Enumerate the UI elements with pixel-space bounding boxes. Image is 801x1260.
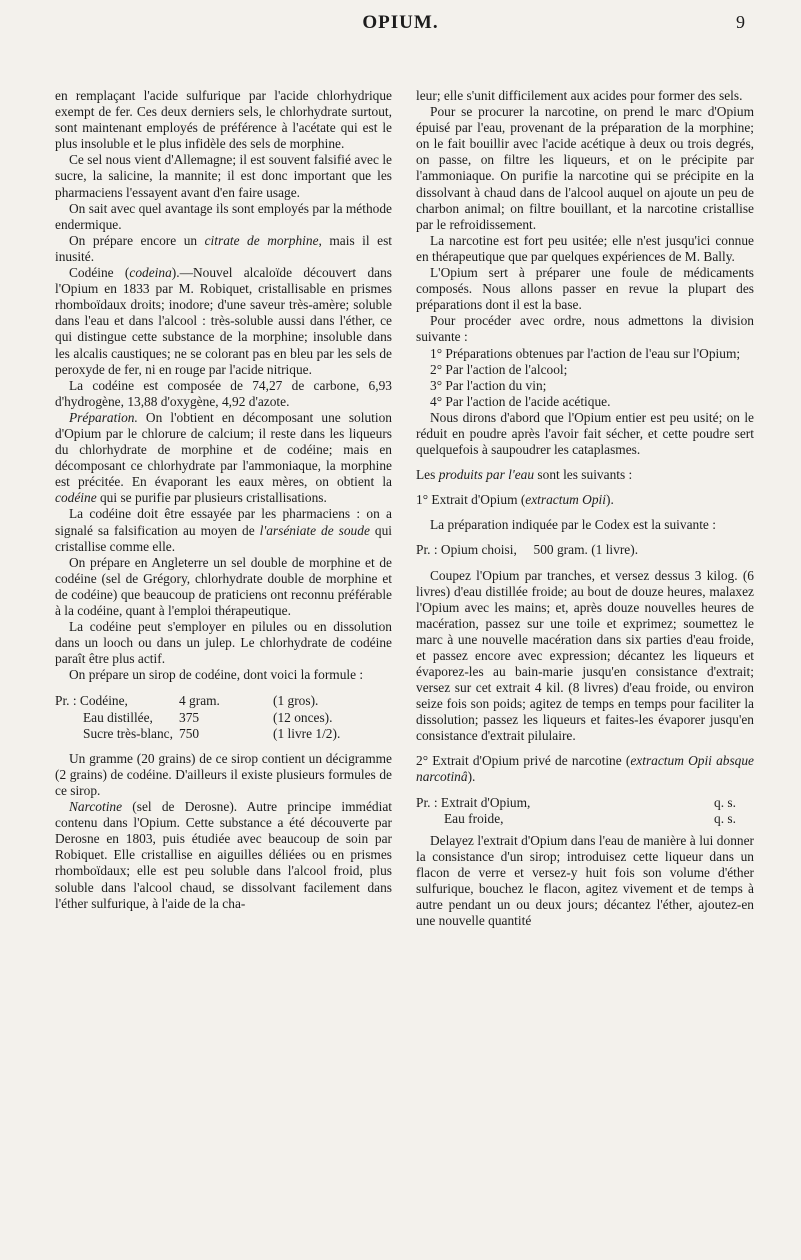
paragraph: Un gramme (20 grains) de ce sirop contient un décigramme (2 grains) de codéine. D'ailleurs il existe plusieurs formules de ce sirop. xyxy=(55,750,392,798)
left-column xyxy=(55,88,392,912)
formula-alt: (12 onces). xyxy=(273,709,333,725)
paragraph: Les produits par l'eau sont les suivants : xyxy=(416,467,633,483)
running-title: OPIUM. xyxy=(362,12,439,33)
formula-qty: 750 xyxy=(179,725,200,741)
formula-name: Pr. : Extrait d'Opium, xyxy=(416,794,531,810)
list-item: 2° Par l'action de l'alcool; xyxy=(430,361,568,377)
paragraph: La narcotine est fort peu usitée; elle n'est jusqu'ici connue en thérapeutique que par quelques expériences de M. Bally. xyxy=(416,232,754,264)
formula-qty: 375 xyxy=(179,709,200,725)
paragraph: On prépare un sirop de codéine, dont voici la formule : xyxy=(69,667,364,683)
paragraph: leur; elle s'unit difficilement aux acides pour former des sels. xyxy=(416,88,743,103)
right-column xyxy=(416,88,754,930)
list-item: 3° Par l'action du vin; xyxy=(430,377,547,393)
paragraph: Pour procéder avec ordre, nous admettons la division suivante : xyxy=(416,313,754,345)
formula-name: Eau froide, xyxy=(444,810,504,826)
paragraph: On prépare encore un citrate de morphine, mais il est inusité. xyxy=(55,232,392,264)
paragraph: On sait avec quel avantage ils sont employés par la méthode endermique. xyxy=(55,200,392,232)
list-item: 1° Préparations obtenues par l'action de l'eau sur l'Opium; xyxy=(430,345,741,361)
paragraph: L'Opium sert à préparer une foule de médicaments composés. Nous allons passer en revue la plupart des préparations dont il est la base. xyxy=(416,265,754,313)
paragraph-preparation: Préparation. On l'obtient en décomposant une solution d'Opium par le chlorure de calcium; il reste dans les liqueurs du chlorhydrate de morphine et de codéine; mais en décomposant ce chlorhydrate par l'ammoniaque, la morphine est précitée. En évaporant les eaux mères, on obtient la codéine qui se purifie par plusieurs cristallisations. xyxy=(55,409,392,506)
paragraph: On prépare en Angleterre un sel double de morphine et de codéine (sel de Grégory, chlorhydrate double de morphine et de codéine) que beaucoup de praticiens ont reconnu préférable à la codéine, quant à l'emploi thérapeutique. xyxy=(55,554,392,618)
paragraph: La codéine doit être essayée par les pharmaciens : on a signalé sa falsification au moyen de l'arséniate de soude qui cristallise comme elle. xyxy=(55,506,392,554)
paragraph-codeine: Codéine (codeina).—Nouvel alcaloïde découvert dans l'Opium en 1833 par M. Robiquet, cristallisable en prismes rhomboïdaux droits; inodore; d'une saveur très-amère; soluble dans l'eau et dans l'alcool : très-soluble aussi dans l'éther, ce qui distingue cette substance de la morphine; insoluble dans les alcalis caustiques; ne se colorant pas en bleu par les sels de peroxyde de fer, ni en rouge par l'acide nitrique. xyxy=(55,265,393,377)
paragraph: Coupez l'Opium par tranches, et versez dessus 3 kilog. (6 livres) d'eau distillée froide; au bout de douze heures, malaxez l'Opium avec les mains; et, après douze nouvelles heures de macération, passez sur une toile et exprimez; soumettez le marc à une nouvelle macération dans six parties d'eau froide, et passez encore avec expression; décantez les liqueurs et évaporez-les au bain-marie jusqu'en consistance d'extrait; versez sur cet extrait 4 kil. (8 livres) d'eau froide, ou environ seize fois son poids; agitez de temps en temps pour faciliter la dissolution; passez les liqueurs et faites-les évaporer jusqu'en consistance d'extrait pilulaire. xyxy=(416,567,754,744)
formula-qty: q. s. xyxy=(714,810,736,826)
paragraph: La préparation indiquée par le Codex est la suivante : xyxy=(430,517,716,533)
formula-qty: q. s. xyxy=(714,794,736,810)
formula-qty: 4 gram. xyxy=(179,693,220,709)
paragraph: La codéine est composée de 74,27 de carbone, 6,93 d'hydrogène, 13,88 d'oxygène, 4,92 d'azote. xyxy=(55,377,392,409)
section-heading-1: 1° Extrait d'Opium (extractum Opii). xyxy=(416,492,614,508)
list-item: 4° Par l'action de l'acide acétique. xyxy=(430,393,611,409)
paragraph: Delayez l'extrait d'Opium dans l'eau de manière à lui donner la consistance d'un sirop; introduisez cette liqueur dans un flacon de verre et versez-y huit fois son volume d'éther sulfurique, bouchez le flacon, agitez vivement et de temps à autre pendant un ou deux jours; décantez l'éther, ajoutez-en une nouvelle quantité xyxy=(416,832,754,929)
paragraph-narcotine: Narcotine (sel de Derosne). Autre principe immédiat contenu dans l'Opium. Cette substance a été découverte par Derosne en 1803, puis étudiée avec beaucoup de soin par Robiquet. Elle cristallise en aiguilles déliées ou en prismes rhomboïdaux; elle est peu soluble dans l'alcool froid, plus soluble dans l'alcool chaud, se dissolvant facilement dans l'éther sulfurique, à l'aide de la cha- xyxy=(55,799,392,911)
formula-name: Eau distillée, xyxy=(83,709,153,725)
formula-opium: Pr. : Opium choisi, 500 gram. (1 livre). xyxy=(416,542,639,558)
formula-extract xyxy=(416,795,754,827)
formula-syrup xyxy=(55,693,392,741)
formula-alt: (1 livre 1/2). xyxy=(273,725,341,741)
formula-name: Pr. : Codéine, xyxy=(55,693,128,709)
formula-name: Sucre très-blanc, xyxy=(83,725,173,741)
formula-alt: (1 gros). xyxy=(273,693,319,709)
paragraph: Nous dirons d'abord que l'Opium entier est peu usité; on le réduit en poudre après l'avoir fait sécher, et cette poudre sert quelquefois à saupoudrer les cataplasmes. xyxy=(416,409,754,458)
paragraph: La codéine peut s'employer en pilules ou en dissolution dans un looch ou dans un julep. Le chlorhydrate de codéine paraît être plus actif. xyxy=(55,619,392,667)
paragraph: Pour se procurer la narcotine, on prend le marc d'Opium épuisé par l'eau, provenant de la préparation de la morphine; on le fait bouillir avec l'acide acétique à deux ou trois degrés, on passe, on filtre les liqueurs, et on le précipite par l'ammoniaque. On purifie la narcotine qui se précipite en la dissolvant à chaud dans de l'alcool auquel on ajoute un peu de charbon animal; on filtre bouillant, et la narcotine cristallise par le refroidissement. xyxy=(416,104,754,232)
paragraph: en remplaçant l'acide sulfurique par l'acide chlorhydrique exempt de fer. Ces deux derniers sels, le chlorhydrate surtout, sont maintenant employés de préférence à l'acétate qui est le plus insoluble et le plus infidèle des sels de morphine. xyxy=(55,88,392,152)
paragraph: Ce sel nous vient d'Allemagne; il est souvent falsifié avec le sucre, la salicine, la mannite; il est donc important que les pharmaciens l'essayent avant d'en faire usage. xyxy=(55,152,392,200)
page-number: 9 xyxy=(736,12,745,32)
section-heading-2: 2° Extrait d'Opium privé de narcotine (extractum Opii absque narcotinâ). xyxy=(416,752,754,784)
page-header xyxy=(0,12,801,40)
